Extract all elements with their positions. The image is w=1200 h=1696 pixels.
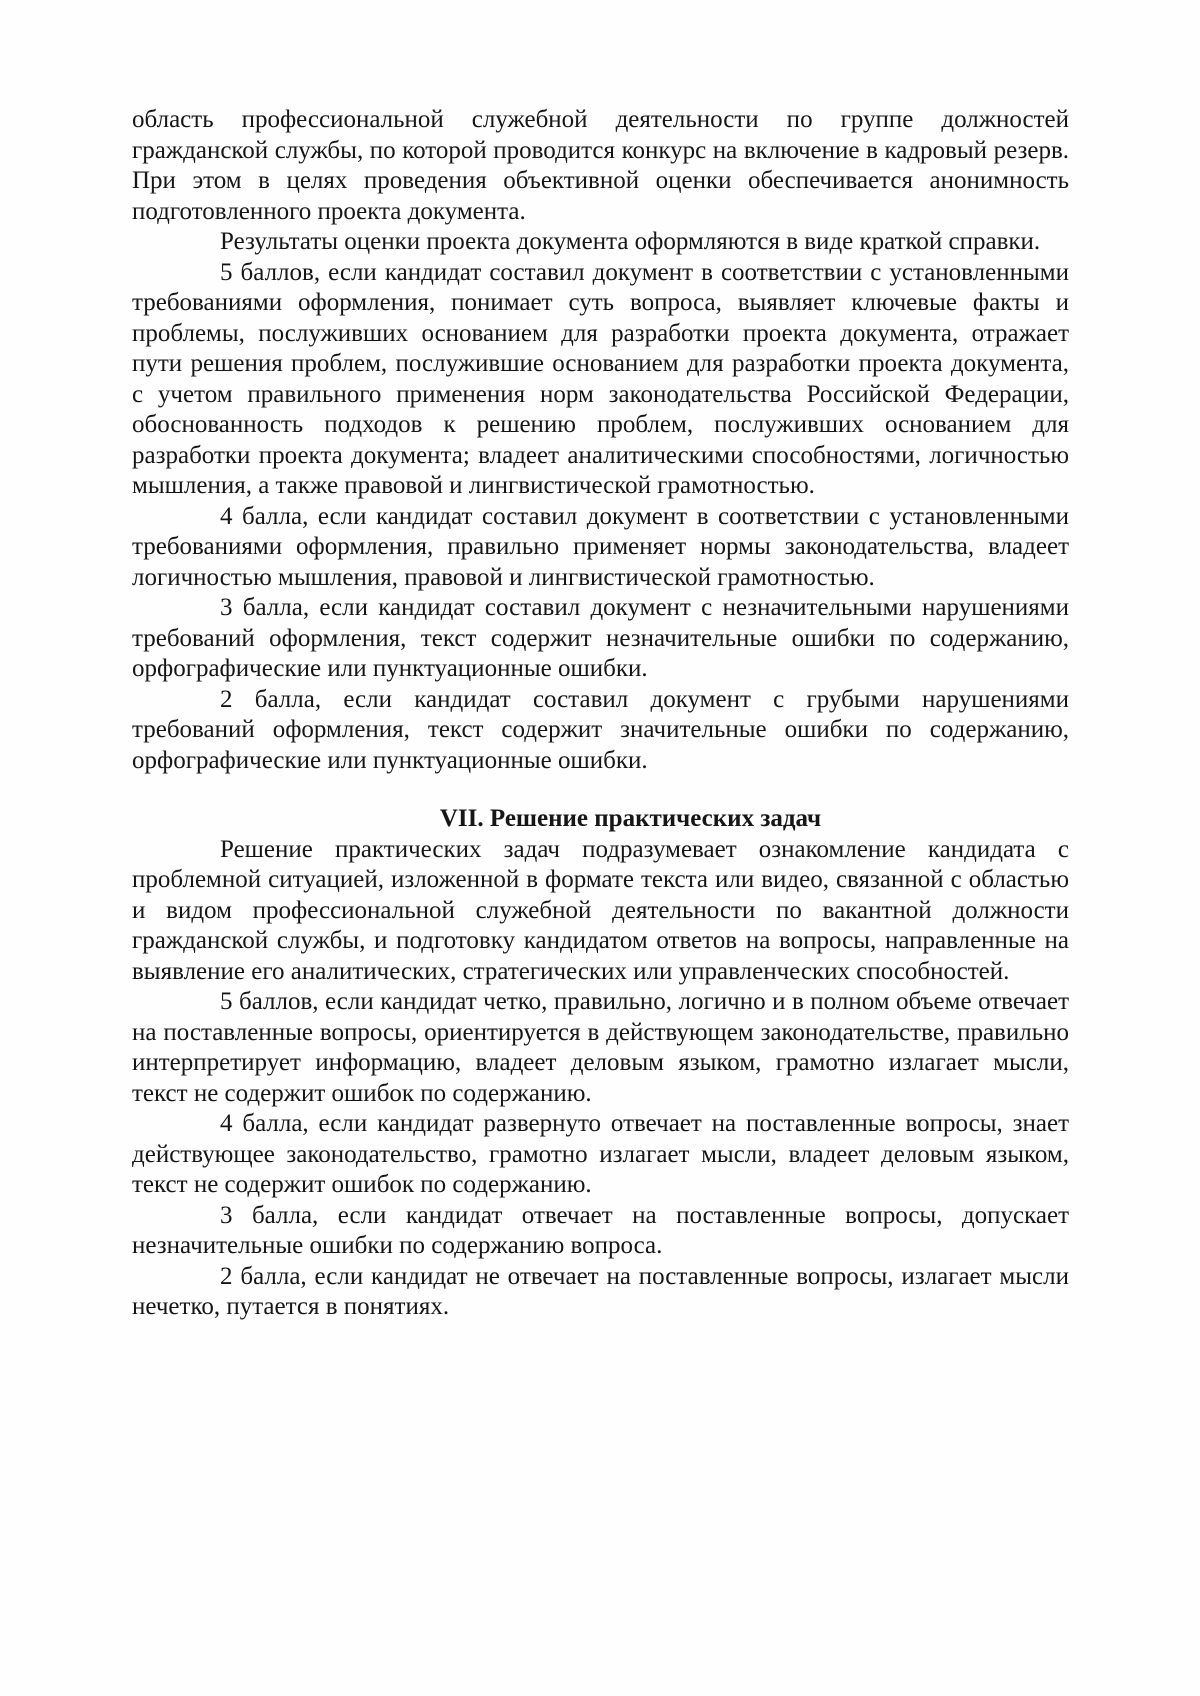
paragraph-score-2-tasks: 2 балла, если кандидат не отвечает на поставленные вопросы, излагает мысли нечетко, путается в понятиях.	[132, 1262, 1069, 1320]
paragraph-score-4-tasks: 4 балла, если кандидат развернуто отвечает на поставленные вопросы, знает действующее законодательство, грамотно излагает мысли, владеет деловым языком, текст не содержит ошибок по содержанию.	[132, 1110, 1069, 1198]
paragraph-score-4-document: 4 балла, если кандидат составил документ в соответствии с установленными требованиями оформления, правильно применяет нормы законодательства, владеет логичностью мышления, правовой и лингвистической грамотностью.	[132, 502, 1069, 591]
paragraph-score-5-tasks: 5 баллов, если кандидат четко, правильно, логично и в полном объеме отвечает на поставленные вопросы, ориентируется в действующем законодательстве, правильно интерпретирует информацию, владеет деловым языком, грамотно излагает мысли, текст не содержит ошибок по содержанию.	[132, 988, 1069, 1107]
document-body	[132, 105, 1069, 1323]
paragraph-score-3-document: 3 балла, если кандидат составил документ с незначительными нарушениями требований оформления, текст содержит незначительные ошибки по содержанию, орфографические или пунктуационные ошибки.	[132, 594, 1069, 682]
section-heading-practical-tasks: VII. Решение практических задач	[439, 805, 822, 832]
paragraph-score-2-document: 2 балла, если кандидат составил документ с грубыми нарушениями требований оформления, текст содержит значительные ошибки по содержанию, орфографические или пунктуационные ошибки.	[132, 685, 1069, 774]
paragraph-score-3-tasks: 3 балла, если кандидат отвечает на поставленные вопросы, допускает незначительные ошибки по содержанию вопроса.	[132, 1201, 1069, 1259]
paragraph-continuation: область профессиональной служебной деятельности по группе должностей гражданской службы, по которой проводится конкурс на включение в кадровый резерв. При этом в целях проведения объективной оценки обеспечивается анонимность подготовленного проекта документа.	[132, 106, 1069, 225]
paragraph-practical-tasks-intro: Решение практических задач подразумевает ознакомление кандидата с проблемной ситуацией, изложенной в формате текста или видео, связанной с областью и видом профессиональной служебной деятельности по вакантной должности гражданской службы, и подготовку кандидатом ответов на вопросы, направленные на выявление его аналитических, стратегических или управленческих способностей.	[132, 835, 1069, 985]
paragraph-score-5-document: 5 баллов, если кандидат составил документ в соответствии с установленными требованиями оформления, понимает суть вопроса, выявляет ключевые факты и проблемы, послуживших основанием для разработки проекта документа, отражает пути решения проблем, послужившие основанием для разработки проекта документа, с учетом правильного применения норм законодательства Российской Федерации, обоснованность подходов к решению проблем, послуживших основанием для разработки проекта документа; владеет аналитическими способностями, логичностью мышления, а также правовой и лингвистической грамотностью.	[132, 258, 1069, 499]
paragraph-results-summary: Результаты оценки проекта документа оформляются в виде краткой справки.	[220, 228, 1041, 255]
